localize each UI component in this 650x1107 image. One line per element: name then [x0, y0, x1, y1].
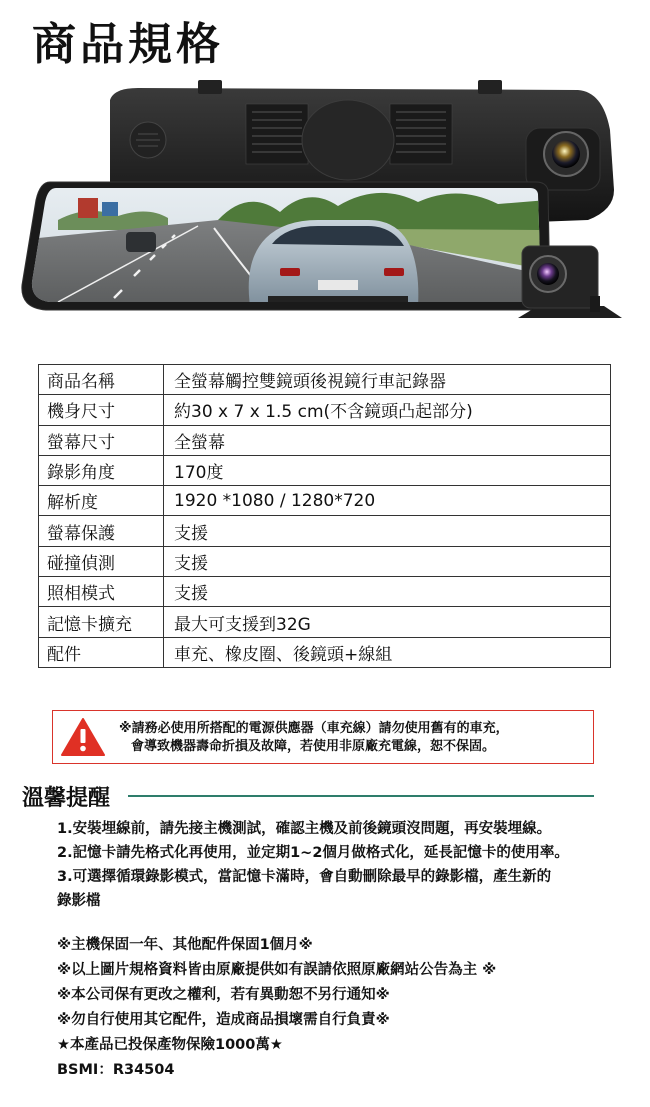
spec-value: 全螢幕觸控雙鏡頭後視鏡行車記錄器 [164, 365, 611, 395]
note-item: ※主機保固一年、其他配件保固1個月※ [57, 937, 313, 953]
warning-line: ※請務必使用所搭配的電源供應器（車充線）請勿使用舊有的車充， [119, 721, 509, 736]
warning-line: 會導致機器壽命折損及故障，若使用非原廠充電線，恕不保固。 [131, 739, 496, 754]
spec-row [39, 455, 611, 485]
tips-heading: 溫馨提醒 [22, 786, 111, 811]
spec-label: 機身尺寸 [39, 395, 164, 425]
notes-list [57, 933, 617, 1083]
spec-row [39, 516, 611, 546]
warning-text [119, 720, 589, 756]
note-item: ※以上圖片規格資料皆由原廠提供如有誤請依照原廠網站公告為主 ※ [57, 962, 497, 978]
spec-row [39, 486, 611, 516]
spec-label: 照相模式 [39, 577, 164, 607]
spec-table [38, 364, 611, 668]
tip-item: 3.可選擇循環錄影模式，當記憶卡滿時，會自動刪除最早的錄影檔，產生新的 [57, 869, 552, 885]
spec-label: 解析度 [39, 486, 164, 516]
tip-item: 錄影檔 [57, 893, 101, 909]
spec-value: 最大可支援到32G [164, 607, 611, 637]
spec-label: 螢幕保護 [39, 516, 164, 546]
tip-item: 2.記憶卡請先格式化再使用，並定期1~2個月做格式化，延長記憶卡的使用率。 [57, 845, 569, 861]
tips-divider [128, 795, 594, 797]
tip-item: 1.安裝埋線前，請先接主機測試，確認主機及前後鏡頭沒問題，再安裝埋線。 [57, 821, 552, 837]
spec-label: 螢幕尺寸 [39, 425, 164, 455]
spec-row [39, 637, 611, 667]
spec-row [39, 546, 611, 576]
spec-value: 1920 *1080 / 1280*720 [164, 486, 611, 516]
note-item: ※勿自行使用其它配件，造成商品損壞需自行負責※ [57, 1012, 390, 1028]
spec-value: 170度 [164, 455, 611, 485]
spec-value: 約30 x 7 x 1.5 cm(不含鏡頭凸起部分) [164, 395, 611, 425]
spec-value: 全螢幕 [164, 425, 611, 455]
spec-row [39, 577, 611, 607]
product-image [18, 70, 638, 332]
note-item: BSMI：R34504 [57, 1062, 175, 1078]
spec-label: 記憶卡擴充 [39, 607, 164, 637]
spec-value: 支援 [164, 516, 611, 546]
spec-row [39, 365, 611, 395]
spec-row [39, 425, 611, 455]
spec-label: 錄影角度 [39, 455, 164, 485]
spec-label: 配件 [39, 637, 164, 667]
spec-value: 支援 [164, 577, 611, 607]
note-item: ★本產品已投保產物保險1000萬★ [57, 1037, 283, 1053]
spec-value: 車充、橡皮圈、後鏡頭+線組 [164, 637, 611, 667]
spec-label: 商品名稱 [39, 365, 164, 395]
warning-box [52, 710, 594, 764]
spec-value: 支援 [164, 546, 611, 576]
spec-row [39, 607, 611, 637]
page-title: 商品規格 [32, 19, 224, 70]
spec-row [39, 395, 611, 425]
note-item: ※本公司保有更改之權利，若有異動恕不另行通知※ [57, 987, 390, 1003]
tips-list [57, 817, 627, 913]
warning-icon [61, 717, 105, 757]
spec-label: 碰撞偵測 [39, 546, 164, 576]
